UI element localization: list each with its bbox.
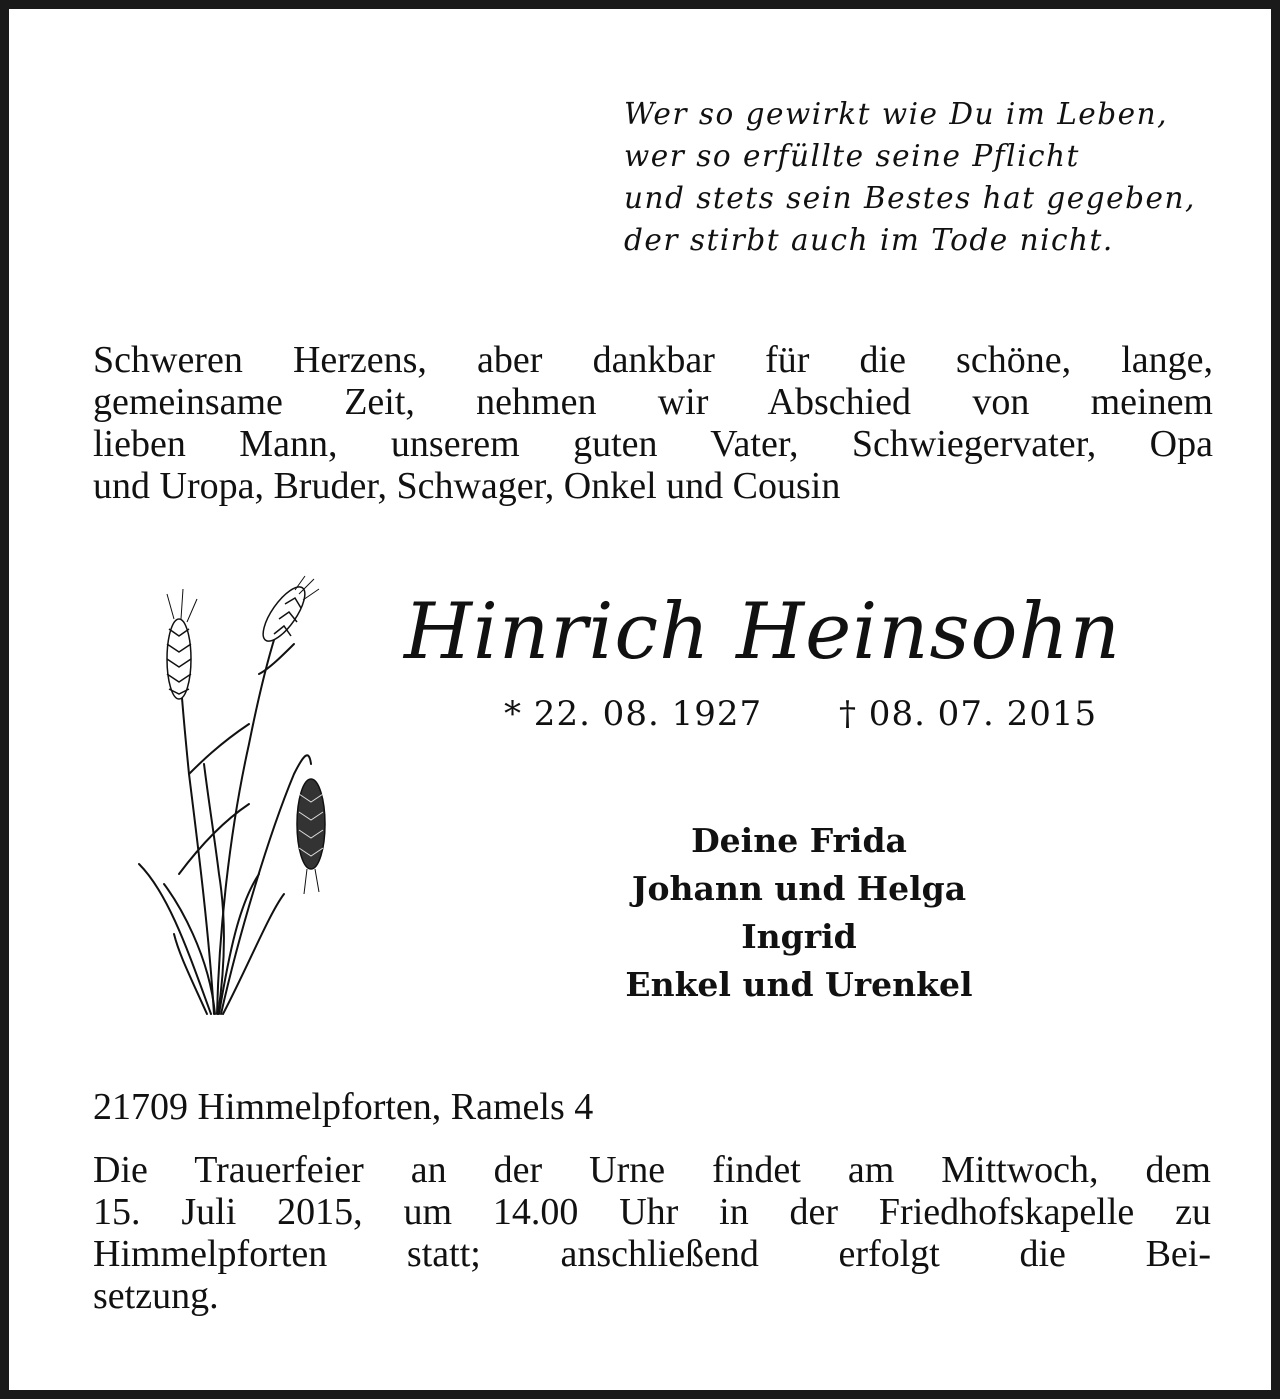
memorial-poem (624, 93, 1244, 261)
poem-line: und stets sein Bestes hat gegeben, (624, 181, 1196, 215)
mourner-line: Deine Frida (691, 821, 907, 860)
ceremony-line: Himmelpforten statt; anschließend erfolgt die Bei- (93, 1233, 1211, 1275)
ceremony-line: 15. Juli 2015, um 14.00 Uhr in der Friedhofskapelle zu (93, 1191, 1211, 1233)
mourner-line: Ingrid (741, 917, 857, 956)
life-dates (504, 691, 1124, 737)
farewell-line: gemeinsame Zeit, nehmen wir Abschied von meinem (93, 381, 1213, 423)
death-date: † 08. 07. 2015 (839, 694, 1098, 734)
birth-date: * 22. 08. 1927 (504, 694, 763, 734)
poem-line: Wer so gewirkt wie Du im Leben, (624, 97, 1168, 131)
mourners-list (589, 817, 1009, 1009)
deceased-name: Hinrich Heinsohn (404, 587, 1121, 677)
address: 21709 Himmelpforten, Ramels 4 (93, 1086, 594, 1128)
farewell-line: und Uropa, Bruder, Schwager, Onkel und Cousin (93, 465, 841, 507)
ceremony-line: setzung. (93, 1275, 219, 1317)
farewell-text (93, 339, 1213, 507)
ceremony-line: Die Trauerfeier an der Urne findet am Mittwoch, dem (93, 1149, 1211, 1191)
poem-line: wer so erfüllte seine Pflicht (624, 139, 1080, 173)
mourner-line: Johann und Helga (631, 869, 967, 908)
ceremony-text (93, 1149, 1211, 1317)
farewell-line: Schweren Herzens, aber dankbar für die schöne, lange, (93, 339, 1213, 381)
poem-line: der stirbt auch im Tode nicht. (624, 223, 1114, 257)
wheat-illustration (119, 574, 349, 1019)
farewell-line: lieben Mann, unserem guten Vater, Schwiegervater, Opa (93, 423, 1213, 465)
mourner-line: Enkel und Urenkel (625, 965, 973, 1004)
